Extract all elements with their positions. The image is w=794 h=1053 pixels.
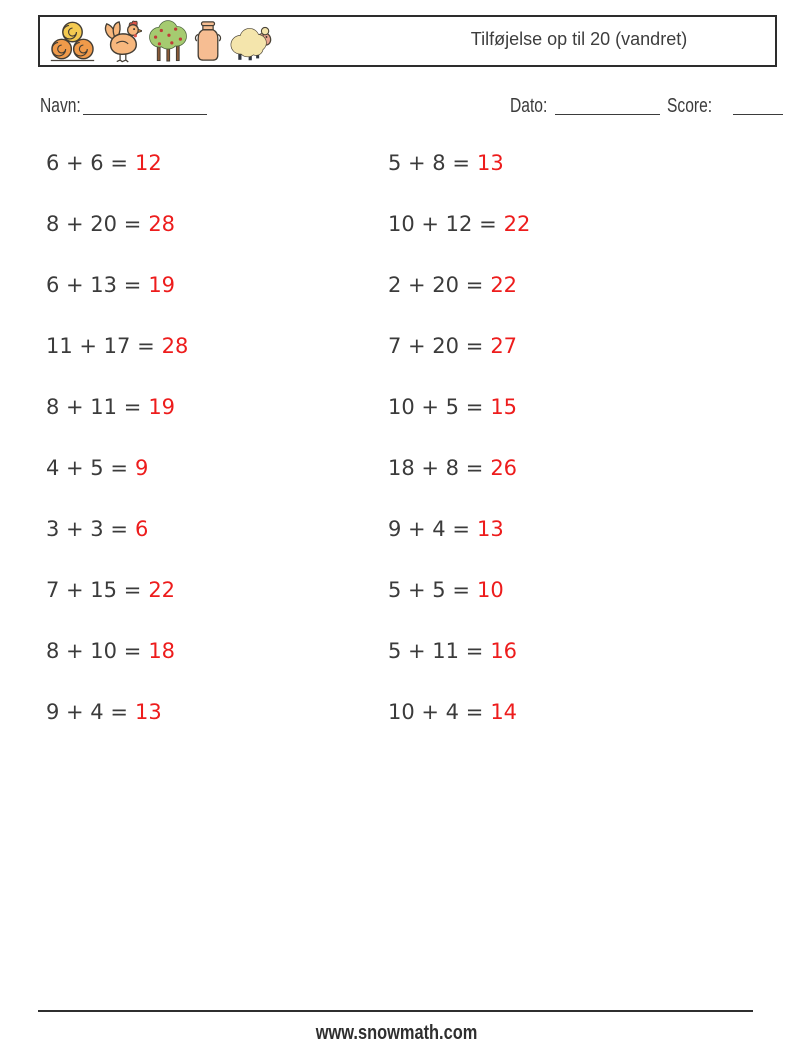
problem-right-1: [388, 150, 530, 176]
problem-left-5: [46, 394, 388, 420]
problem-expression: 4 + 5 =: [46, 456, 128, 480]
problem-right-9: [388, 638, 530, 664]
score-field-blank[interactable]: [733, 96, 783, 115]
problem-right-8: [388, 577, 530, 603]
problem-right-4: [388, 333, 530, 359]
problem-answer: 10: [476, 578, 504, 602]
problem-answer: 28: [148, 212, 176, 236]
problem-expression: 9 + 4 =: [388, 517, 470, 541]
date-label: Dato:: [510, 95, 548, 117]
problem-answer: 6: [134, 517, 149, 541]
problem-right-7: [388, 516, 530, 542]
problem-answer: 22: [490, 273, 518, 297]
problem-answer: 19: [148, 273, 176, 297]
problem-expression: 5 + 5 =: [388, 578, 470, 602]
problem-answer: 9: [134, 456, 149, 480]
problem-answer: 13: [134, 700, 162, 724]
problem-left-6: [46, 455, 388, 481]
problem-answer: 14: [490, 700, 518, 724]
problem-answer: 28: [161, 334, 189, 358]
footer-divider: [38, 1010, 753, 1012]
problem-right-3: [388, 272, 530, 298]
name-field-blank[interactable]: [83, 96, 207, 115]
problem-answer: 26: [490, 456, 518, 480]
problem-expression: 5 + 8 =: [388, 151, 470, 175]
farm-icons-row: [48, 19, 274, 63]
header-box: [38, 15, 777, 67]
problem-answer: 18: [148, 639, 176, 663]
problem-left-4: [46, 333, 388, 359]
problem-answer: 27: [490, 334, 518, 358]
name-label: Navn:: [40, 95, 81, 117]
problem-expression: 11 + 17 =: [46, 334, 155, 358]
worksheet-title: Tilføjelse op til 20 (vandret): [470, 29, 688, 49]
problem-expression: 6 + 13 =: [46, 273, 142, 297]
problem-expression: 3 + 3 =: [46, 517, 128, 541]
problem-expression: 18 + 8 =: [388, 456, 484, 480]
problem-left-1: [46, 150, 388, 176]
problem-answer: 22: [503, 212, 531, 236]
milk-can-icon: [194, 19, 222, 63]
date-field-blank[interactable]: [555, 96, 660, 115]
problem-left-9: [46, 638, 388, 664]
problem-expression: 6 + 6 =: [46, 151, 128, 175]
chicken-icon: [102, 19, 142, 63]
problem-right-10: [388, 699, 530, 725]
problem-expression: 9 + 4 =: [46, 700, 128, 724]
problem-expression: 5 + 11 =: [388, 639, 484, 663]
problem-expression: 2 + 20 =: [388, 273, 484, 297]
problem-answer: 13: [476, 151, 504, 175]
problem-expression: 8 + 10 =: [46, 639, 142, 663]
problem-left-2: [46, 211, 388, 237]
problem-answer: 19: [148, 395, 176, 419]
sheep-icon: [227, 19, 274, 63]
problem-left-10: [46, 699, 388, 725]
problem-left-3: [46, 272, 388, 298]
problem-right-2: [388, 211, 530, 237]
problem-expression: 10 + 4 =: [388, 700, 484, 724]
footer-website-link[interactable]: www.snowmath.com: [316, 1022, 478, 1044]
problem-left-7: [46, 516, 388, 542]
problem-expression: 8 + 11 =: [46, 395, 142, 419]
problems-grid: [46, 150, 530, 725]
problem-answer: 22: [148, 578, 176, 602]
problem-answer: 16: [490, 639, 518, 663]
problem-expression: 10 + 5 =: [388, 395, 484, 419]
problem-expression: 8 + 20 =: [46, 212, 142, 236]
score-label: Score:: [667, 95, 713, 117]
problem-left-8: [46, 577, 388, 603]
hay-bales-icon: [48, 19, 97, 63]
problem-right-5: [388, 394, 530, 420]
problem-expression: 7 + 15 =: [46, 578, 142, 602]
problem-answer: 13: [476, 517, 504, 541]
problem-right-6: [388, 455, 530, 481]
problem-expression: 10 + 12 =: [388, 212, 497, 236]
problem-expression: 7 + 20 =: [388, 334, 484, 358]
problem-answer: 15: [490, 395, 518, 419]
problem-answer: 12: [134, 151, 162, 175]
apple-tree-icon: [147, 19, 189, 63]
